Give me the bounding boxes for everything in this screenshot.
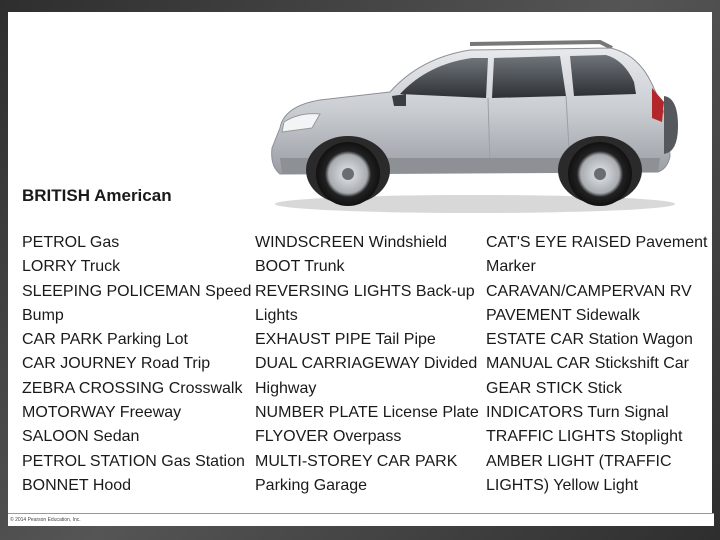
copyright-notice: © 2014 Pearson Education, Inc. <box>8 513 714 526</box>
list-item: BOOT Trunk <box>255 258 345 276</box>
list-item: PETROL STATION Gas Station <box>22 452 245 470</box>
list-item: Bump <box>22 306 64 324</box>
list-item: GEAR STICK Stick <box>486 379 623 397</box>
list-item: CAT'S EYE RAISED Pavement <box>486 234 708 251</box>
list-item: LORRY Truck <box>22 258 121 276</box>
list-item: MOTORWAY Freeway <box>22 404 182 422</box>
list-item: SLEEPING POLICEMAN Speed <box>22 282 252 300</box>
list-item: EXHAUST PIPE Tail Pipe <box>255 331 436 349</box>
column-2 <box>255 231 491 498</box>
list-item: PETROL Gas <box>22 234 120 251</box>
list-item: MULTI-STOREY CAR PARK <box>255 452 458 470</box>
list-item: FLYOVER Overpass <box>255 428 402 446</box>
list-item: SALOON Sedan <box>22 428 140 446</box>
list-item: ESTATE CAR Station Wagon <box>486 331 693 349</box>
table-heading: BRITISH American <box>22 186 172 205</box>
column-1 <box>22 231 258 498</box>
list-item: REVERSING LIGHTS Back-up <box>255 282 475 300</box>
list-item: CAR PARK Parking Lot <box>22 331 188 349</box>
list-item: INDICATORS Turn Signal <box>486 404 669 422</box>
list-item: DUAL CARRIAGEWAY Divided <box>255 355 478 373</box>
list-item: Marker <box>486 258 536 276</box>
list-item: CAR JOURNEY Road Trip <box>22 355 211 373</box>
list-item: CARAVAN/CAMPERVAN RV <box>486 282 692 300</box>
list-item: Highway <box>255 379 317 397</box>
list-item: TRAFFIC LIGHTS Stoplight <box>486 428 683 446</box>
suv-car-photo <box>260 36 690 216</box>
list-item: ZEBRA CROSSING Crosswalk <box>22 379 243 397</box>
list-item: PAVEMENT Sidewalk <box>486 306 640 324</box>
slide <box>8 12 712 525</box>
list-item: Lights <box>255 306 298 324</box>
list-item: NUMBER PLATE License Plate <box>255 404 479 422</box>
column-3 <box>486 231 712 498</box>
list-item: AMBER LIGHT (TRAFFIC <box>486 452 672 470</box>
list-item: Parking Garage <box>255 476 368 494</box>
list-item: BONNET Hood <box>22 476 132 494</box>
list-item: WINDSCREEN Windshield <box>255 234 448 251</box>
list-item: MANUAL CAR Stickshift Car <box>486 355 689 373</box>
list-item: LIGHTS) Yellow Light <box>486 476 639 494</box>
